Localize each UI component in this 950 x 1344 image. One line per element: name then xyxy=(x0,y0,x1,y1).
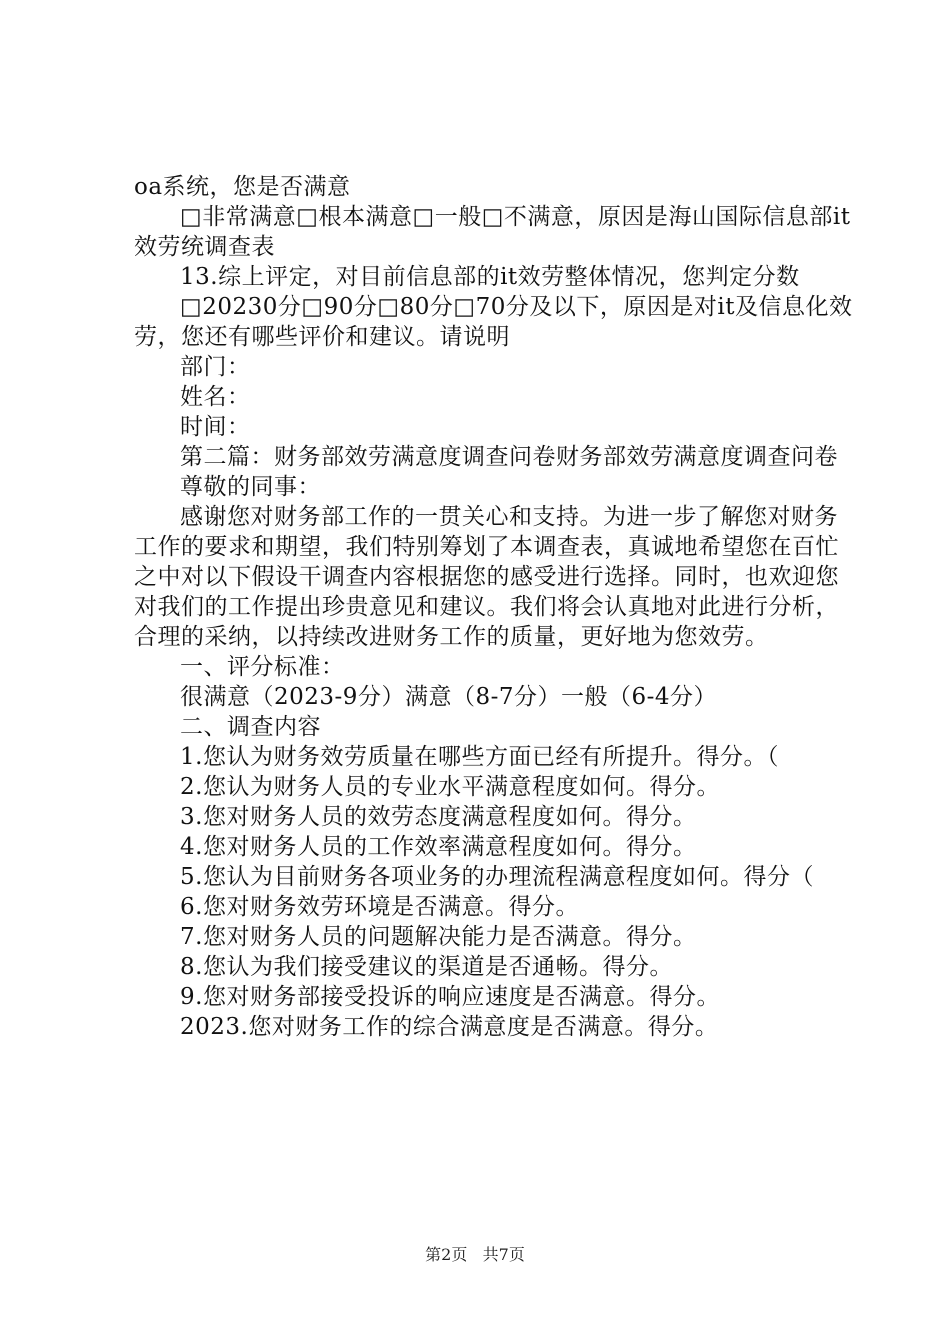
section-title: 第二篇：财务部效劳满意度调查问卷财务部效劳满意度调查问卷 xyxy=(180,444,838,470)
intro-paragraph: 感谢您对财务部工作的一贯关心和支持。为进一步了解您对财务工作的要求和期望，我们特别筹划了本调查表，真诚地希望您在百忙之中对以下假设干调查内容根据您的感受进行选择。同时，也欢迎您对我们的工作提出珍贵意见和建议。我们将会认真地对此进行分析，合理的采纳，以持续改进财务工作的质量，更好地为您效劳。 xyxy=(134,504,839,650)
survey-question: 1.您认为财务效劳质量在哪些方面已经有所提升。得分。（ xyxy=(180,744,779,770)
survey-question: 6.您对财务效劳环境是否满意。得分。 xyxy=(180,894,579,920)
paragraph: □20230分□90分□80分□70分及以下，原因是对it及信息化效劳，您还有哪些评价和建议。请说明 xyxy=(134,294,853,350)
document-body xyxy=(134,172,854,1042)
survey-question: 7.您对财务人员的问题解决能力是否满意。得分。 xyxy=(180,924,697,950)
section-heading: 二、调查内容 xyxy=(180,714,321,740)
time-field-label: 时间： xyxy=(180,414,251,440)
survey-question: 3.您对财务人员的效劳态度满意程度如何。得分。 xyxy=(180,804,697,830)
footer-spacer xyxy=(472,1245,477,1264)
page-footer xyxy=(0,1245,950,1265)
page-number: 第2页 xyxy=(425,1245,468,1264)
survey-question: 9.您对财务部接受投诉的响应速度是否满意。得分。 xyxy=(180,984,720,1010)
scoring-criteria: 很满意（2023-9分）满意（8-7分）一般（6-4分） xyxy=(180,684,718,710)
page-total: 共7页 xyxy=(482,1245,525,1264)
paragraph: □非常满意□根本满意□一般□不满意，原因是海山国际信息部it效劳统调查表 xyxy=(134,204,851,260)
salutation: 尊敬的同事： xyxy=(180,474,321,500)
paragraph: 13.综上评定，对目前信息部的it效劳整体情况，您判定分数 xyxy=(180,264,800,290)
paragraph: oa系统，您是否满意 xyxy=(134,174,351,200)
survey-question: 8.您认为我们接受建议的渠道是否通畅。得分。 xyxy=(180,954,673,980)
name-field-label: 姓名： xyxy=(180,384,251,410)
survey-question: 2.您认为财务人员的专业水平满意程度如何。得分。 xyxy=(180,774,720,800)
section-heading: 一、评分标准： xyxy=(180,654,345,680)
survey-question: 2023.您对财务工作的综合满意度是否满意。得分。 xyxy=(180,1014,719,1040)
department-field-label: 部门： xyxy=(180,354,251,380)
survey-question: 4.您对财务人员的工作效率满意程度如何。得分。 xyxy=(180,834,697,860)
survey-question: 5.您认为目前财务各项业务的办理流程满意程度如何。得分（ xyxy=(180,864,814,890)
